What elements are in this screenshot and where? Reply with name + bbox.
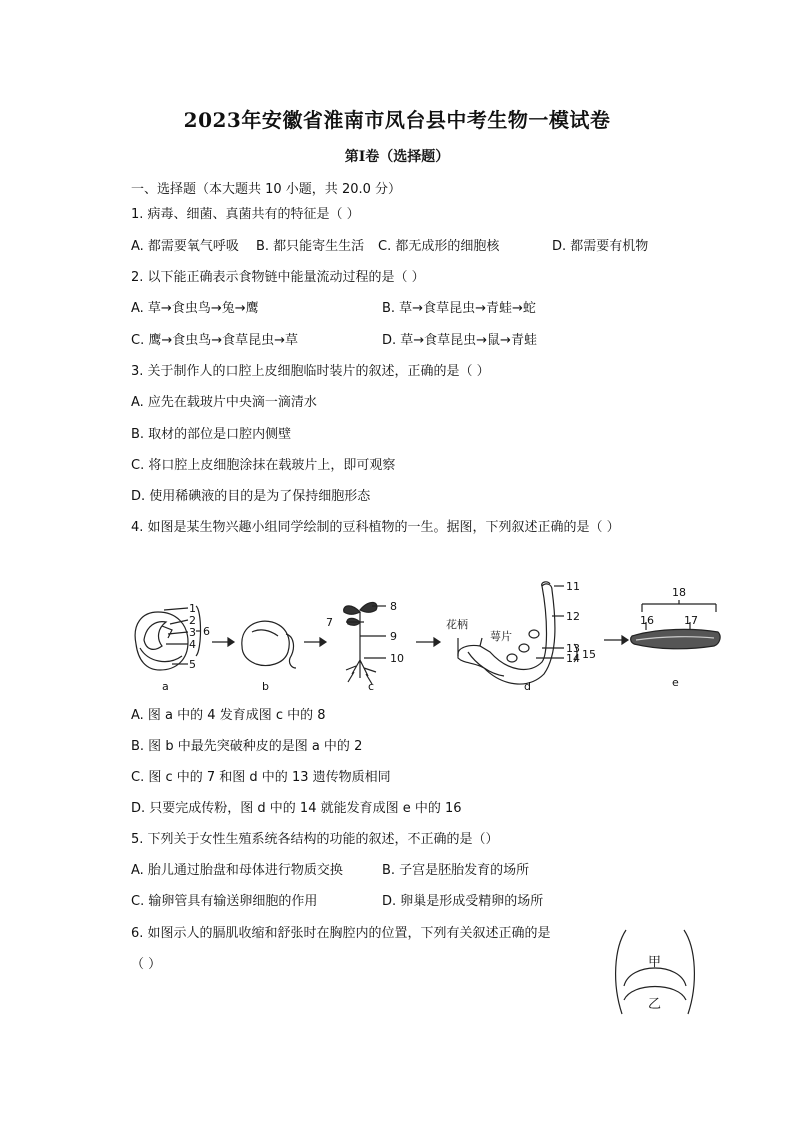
question-3-option-a: A. 应先在载玻片中央滴一滴清水 (131, 395, 317, 410)
fig-d-label-12: 12 (566, 610, 580, 623)
question-3-stem: 3. 关于制作人的口腔上皮细胞临时装片的叙述，正确的是（ ） (131, 364, 490, 379)
question-2-option-d: D. 草→食草昆虫→鼠→青蛙 (382, 333, 537, 348)
question-3-option-d: D. 使用稀碘液的目的是为了保持细胞形态 (131, 489, 371, 504)
question-1-stem: 1. 病毒、细菌、真菌共有的特征是（ ） (131, 207, 360, 222)
flower-section-drawing (458, 582, 577, 684)
panel-label-e: e (672, 676, 679, 689)
fig-c-label-7: 7 (326, 616, 333, 629)
question-5-option-c: C. 输卵管具有输送卵细胞的作用 (131, 894, 318, 909)
question-4-option-b: B. 图 b 中最先突破种皮的是图 a 中的 2 (131, 739, 363, 754)
question-2-option-b: B. 草→食草昆虫→青蛙→蛇 (382, 301, 536, 316)
diaphragm-relaxed-curve (624, 968, 686, 986)
diaphragm-label-jia: 甲 (648, 955, 662, 970)
fig-a-label-4: 4 (189, 638, 196, 651)
question-4-stem: 4. 如图是某生物兴趣小组同学绘制的豆科植物的一生。据图，下列叙述正确的是（ ） (131, 520, 620, 535)
question-3-option-b: B. 取材的部位是口腔内侧壁 (131, 427, 292, 442)
question-5-option-d: D. 卵巢是形成受精卵的场所 (382, 894, 544, 909)
diaphragm-figure (610, 928, 702, 1020)
fig-a-label-3: 3 (189, 626, 196, 639)
question-6-stem: 6. 如图示人的膈肌收缩和舒张时在胸腔内的位置，下列有关叙述正确的是 (131, 926, 551, 941)
panel-label-a: a (162, 680, 169, 693)
page-title: 2023年安徽省淮南市凤台县中考生物一模试卷 (183, 108, 611, 132)
fig-a-label-6: 6 (203, 625, 210, 638)
question-5-stem: 5. 下列关于女性生殖系统各结构的功能的叙述，不正确的是（） (131, 832, 499, 847)
question-3-option-c: C. 将口腔上皮细胞涂抹在载玻片上，即可观察 (131, 458, 396, 473)
question-6-stem-continued: （ ） (131, 957, 162, 972)
fig-a-label-2: 2 (189, 614, 196, 627)
panel-label-d: d (524, 680, 531, 693)
question-4-option-d: D. 只要完成传粉，图 d 中的 14 就能发育成图 e 中的 16 (131, 801, 462, 816)
fig-c-label-9: 9 (390, 630, 397, 643)
question-4-option-a: A. 图 a 中的 4 发育成图 c 中的 8 (131, 708, 326, 723)
question-1-option-b: B. 都只能寄生生活 (256, 239, 365, 254)
question-1-option-c: C. 都无成形的细胞核 (378, 239, 500, 254)
fig-d-label-14: 14 (566, 652, 580, 665)
fig-a-label-1: 1 (189, 602, 196, 615)
fig-d-word-sepal: 萼片 (490, 630, 512, 643)
fig-d-word-pedicel: 花柄 (446, 618, 468, 631)
question-2-option-a: A. 草→食虫鸟→兔→鹰 (131, 301, 259, 316)
panel-label-c: c (368, 680, 375, 693)
fig-d-label-15: 15 (582, 648, 596, 661)
chest-wall-left (616, 930, 626, 1014)
fig-e-label-16: 16 (640, 614, 654, 627)
diaphragm-label-yi: 乙 (648, 997, 662, 1012)
fig-d-label-11: 11 (566, 580, 580, 593)
question-2-option-c: C. 鹰→食虫鸟→食草昆虫→草 (131, 333, 299, 348)
fig-a-label-5: 5 (189, 658, 196, 671)
fig-e-label-18: 18 (672, 586, 686, 599)
plant-life-cycle-figure (128, 578, 728, 696)
fig-c-label-10: 10 (390, 652, 404, 665)
fig-c-label-8: 8 (390, 600, 397, 613)
question-1-option-a: A. 都需要氧气呼吸 (131, 239, 239, 254)
question-2-stem: 2. 以下能正确表示食物链中能量流动过程的是（ ） (131, 270, 425, 285)
section-heading: 一、选择题（本大题共 10 小题，共 20.0 分） (131, 182, 402, 197)
question-1-option-d: D. 都需要有机物 (552, 239, 649, 254)
seedling-drawing (344, 602, 386, 684)
germinating-seed-drawing (242, 621, 296, 668)
fig-d-label-13: 13 (566, 642, 580, 655)
panel-label-b: b (262, 680, 269, 693)
part-heading: 第Ⅰ卷（选择题） (344, 149, 450, 165)
fig-e-label-17: 17 (684, 614, 698, 627)
chest-wall-right (684, 930, 694, 1014)
question-4-option-c: C. 图 c 中的 7 和图 d 中的 13 遗传物质相同 (131, 770, 391, 785)
question-5-option-a: A. 胎儿通过胎盘和母体进行物质交换 (131, 863, 343, 878)
question-5-option-b: B. 子宫是胚胎发育的场所 (382, 863, 530, 878)
